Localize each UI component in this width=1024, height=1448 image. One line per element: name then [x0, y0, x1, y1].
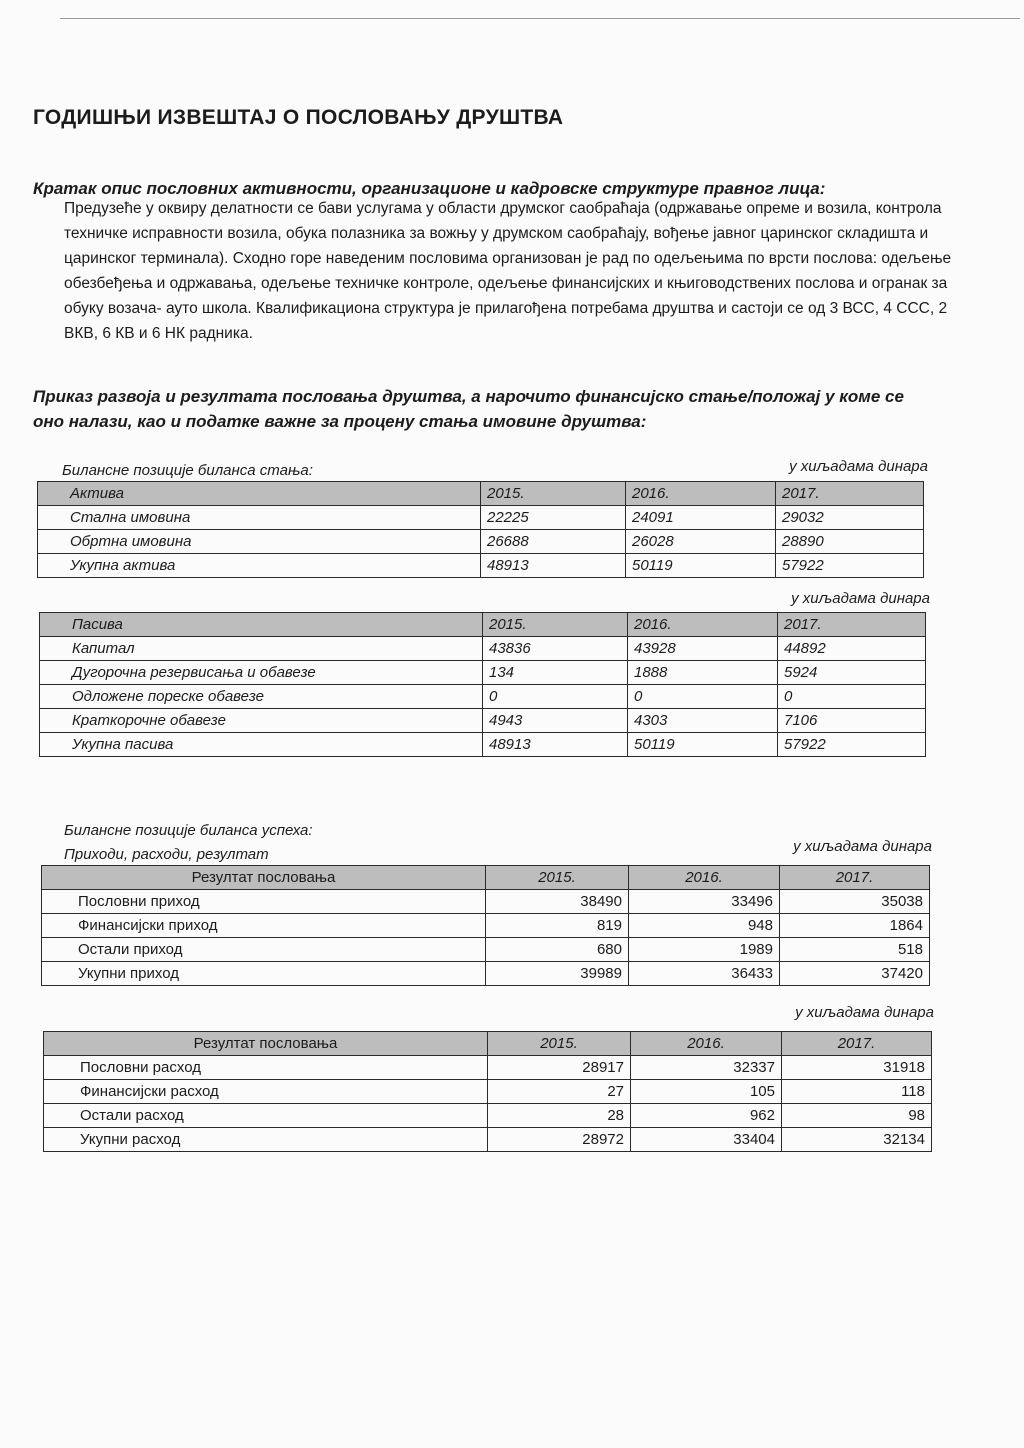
- value-cell: 0: [778, 685, 926, 709]
- value-cell: 22225: [481, 506, 626, 530]
- value-cell: 118: [782, 1080, 932, 1104]
- value-cell: 48913: [481, 554, 626, 578]
- header-cell: 2016.: [628, 613, 778, 637]
- value-cell: 39989: [486, 962, 629, 986]
- value-cell: 28917: [488, 1056, 631, 1080]
- row-label: Одложене пореске обавезе: [40, 685, 483, 709]
- unit-label-assets: у хиљадама динара: [789, 458, 928, 475]
- table-header-row: [44, 1032, 932, 1056]
- header-cell: 2015.: [483, 613, 628, 637]
- row-label: Укупна пасива: [40, 733, 483, 757]
- value-cell: 4943: [483, 709, 628, 733]
- table-row: [40, 709, 926, 733]
- row-label: Пословни приход: [42, 890, 486, 914]
- unit-label-expense: у хиљадама динара: [795, 1004, 934, 1021]
- table-row: [44, 1104, 932, 1128]
- row-label: Финансијски расход: [44, 1080, 488, 1104]
- header-cell: 2015.: [486, 866, 629, 890]
- value-cell: 680: [486, 938, 629, 962]
- table-header-row: [42, 866, 930, 890]
- table-row: [40, 733, 926, 757]
- row-label: Дугорочна резервисања и обавезе: [40, 661, 483, 685]
- value-cell: 33404: [631, 1128, 782, 1152]
- table-row: [38, 506, 924, 530]
- assets-table: [37, 481, 924, 578]
- table-row: [38, 530, 924, 554]
- value-cell: 26028: [626, 530, 776, 554]
- table-row: [42, 914, 930, 938]
- header-cell: 2017.: [778, 613, 926, 637]
- table-row: [42, 962, 930, 986]
- value-cell: 5924: [778, 661, 926, 685]
- value-cell: 50119: [628, 733, 778, 757]
- header-cell: 2015.: [481, 482, 626, 506]
- value-cell: 38490: [486, 890, 629, 914]
- table-header-row: [38, 482, 924, 506]
- value-cell: 32337: [631, 1056, 782, 1080]
- value-cell: 105: [631, 1080, 782, 1104]
- table-row: [44, 1128, 932, 1152]
- value-cell: 4303: [628, 709, 778, 733]
- value-cell: 27: [488, 1080, 631, 1104]
- value-cell: 1888: [628, 661, 778, 685]
- row-label: Укупна актива: [38, 554, 481, 578]
- section-heading-development: Приказ развоја и резултата пословања друштва, а нарочито финансијско стање/положај у коме се оно налази, као и податке важне за процену стања имовине друштва:: [33, 387, 904, 431]
- header-cell: 2016.: [629, 866, 780, 890]
- value-cell: 28890: [776, 530, 924, 554]
- row-label: Укупни расход: [44, 1128, 488, 1152]
- table-row: [44, 1080, 932, 1104]
- table-row: [40, 661, 926, 685]
- header-cell: 2017.: [780, 866, 930, 890]
- value-cell: 48913: [483, 733, 628, 757]
- row-label: Пословни расход: [44, 1056, 488, 1080]
- header-cell: Резултат пословања: [42, 866, 486, 890]
- page-title: ГОДИШЊИ ИЗВЕШТАЈ О ПОСЛОВАЊУ ДРУШТВА: [33, 106, 564, 129]
- balance-sheet-caption: Билансне позиције биланса стања:: [62, 462, 313, 479]
- value-cell: 43928: [628, 637, 778, 661]
- row-label: Остали приход: [42, 938, 486, 962]
- header-cell: 2017.: [782, 1032, 932, 1056]
- table-row: [42, 890, 930, 914]
- row-label: Стална имовина: [38, 506, 481, 530]
- value-cell: 1989: [629, 938, 780, 962]
- income-caption-line2: Приходи, расходи, резултат: [64, 846, 269, 863]
- liabilities-table: [39, 612, 926, 757]
- value-cell: 0: [483, 685, 628, 709]
- row-label: Обртна имовина: [38, 530, 481, 554]
- row-label: Краткорочне обавезе: [40, 709, 483, 733]
- value-cell: 28972: [488, 1128, 631, 1152]
- value-cell: 29032: [776, 506, 924, 530]
- header-cell: Резултат пословања: [44, 1032, 488, 1056]
- section-heading-description: Кратак опис пословних активности, организационе и кадровске структуре правног лица:: [33, 179, 826, 198]
- value-cell: 32134: [782, 1128, 932, 1152]
- table-row: [38, 554, 924, 578]
- table-row: [40, 685, 926, 709]
- value-cell: 134: [483, 661, 628, 685]
- value-cell: 26688: [481, 530, 626, 554]
- unit-label-revenue: у хиљадама динара: [793, 838, 932, 855]
- header-cell: 2015.: [488, 1032, 631, 1056]
- value-cell: 962: [631, 1104, 782, 1128]
- expense-table: [43, 1031, 932, 1152]
- header-cell: 2016.: [626, 482, 776, 506]
- unit-label-liabilities: у хиљадама динара: [791, 590, 930, 607]
- table-row: [44, 1056, 932, 1080]
- value-cell: 7106: [778, 709, 926, 733]
- value-cell: 31918: [782, 1056, 932, 1080]
- income-caption-line1: Билансне позиције биланса успеха:: [64, 822, 313, 839]
- value-cell: 33496: [629, 890, 780, 914]
- header-cell: 2016.: [631, 1032, 782, 1056]
- header-cell: Актива: [38, 482, 481, 506]
- value-cell: 1864: [780, 914, 930, 938]
- value-cell: 44892: [778, 637, 926, 661]
- table-header-row: [40, 613, 926, 637]
- value-cell: 0: [628, 685, 778, 709]
- value-cell: 43836: [483, 637, 628, 661]
- row-label: Остали расход: [44, 1104, 488, 1128]
- value-cell: 98: [782, 1104, 932, 1128]
- revenue-table: [41, 865, 930, 986]
- row-label: Финансијски приход: [42, 914, 486, 938]
- value-cell: 24091: [626, 506, 776, 530]
- value-cell: 518: [780, 938, 930, 962]
- header-cell: Пасива: [40, 613, 483, 637]
- table-row: [40, 637, 926, 661]
- value-cell: 948: [629, 914, 780, 938]
- value-cell: 819: [486, 914, 629, 938]
- value-cell: 50119: [626, 554, 776, 578]
- value-cell: 35038: [780, 890, 930, 914]
- value-cell: 36433: [629, 962, 780, 986]
- section-body-description: Предузеће у оквиру делатности се бави услугама у области друмског саобраћаја (одржавање опреме и возила, контрола техничке исправности возила, обука полазника за вожњу у друмском саобраћају, вођење јавног царинског складишта и царинског терминала). Сходно горе наведеним пословима организован је рад по одељењима по врсти послова: одељење обезбеђења и одржавања, одељење техничке контроле, одељење финансијских и књиговодствених послова и огранак за обуку возача- ауто школа. Квалификациона структура је прилагођена потребама друштва и састоји се од 3 ВСС, 4 ССС, 2 ВКВ, 6 КВ и 6 НК радника.: [64, 200, 952, 342]
- value-cell: 28: [488, 1104, 631, 1128]
- row-label: Капитал: [40, 637, 483, 661]
- value-cell: 37420: [780, 962, 930, 986]
- value-cell: 57922: [776, 554, 924, 578]
- header-cell: 2017.: [776, 482, 924, 506]
- table-row: [42, 938, 930, 962]
- value-cell: 57922: [778, 733, 926, 757]
- row-label: Укупни приход: [42, 962, 486, 986]
- top-rule: [60, 18, 1020, 19]
